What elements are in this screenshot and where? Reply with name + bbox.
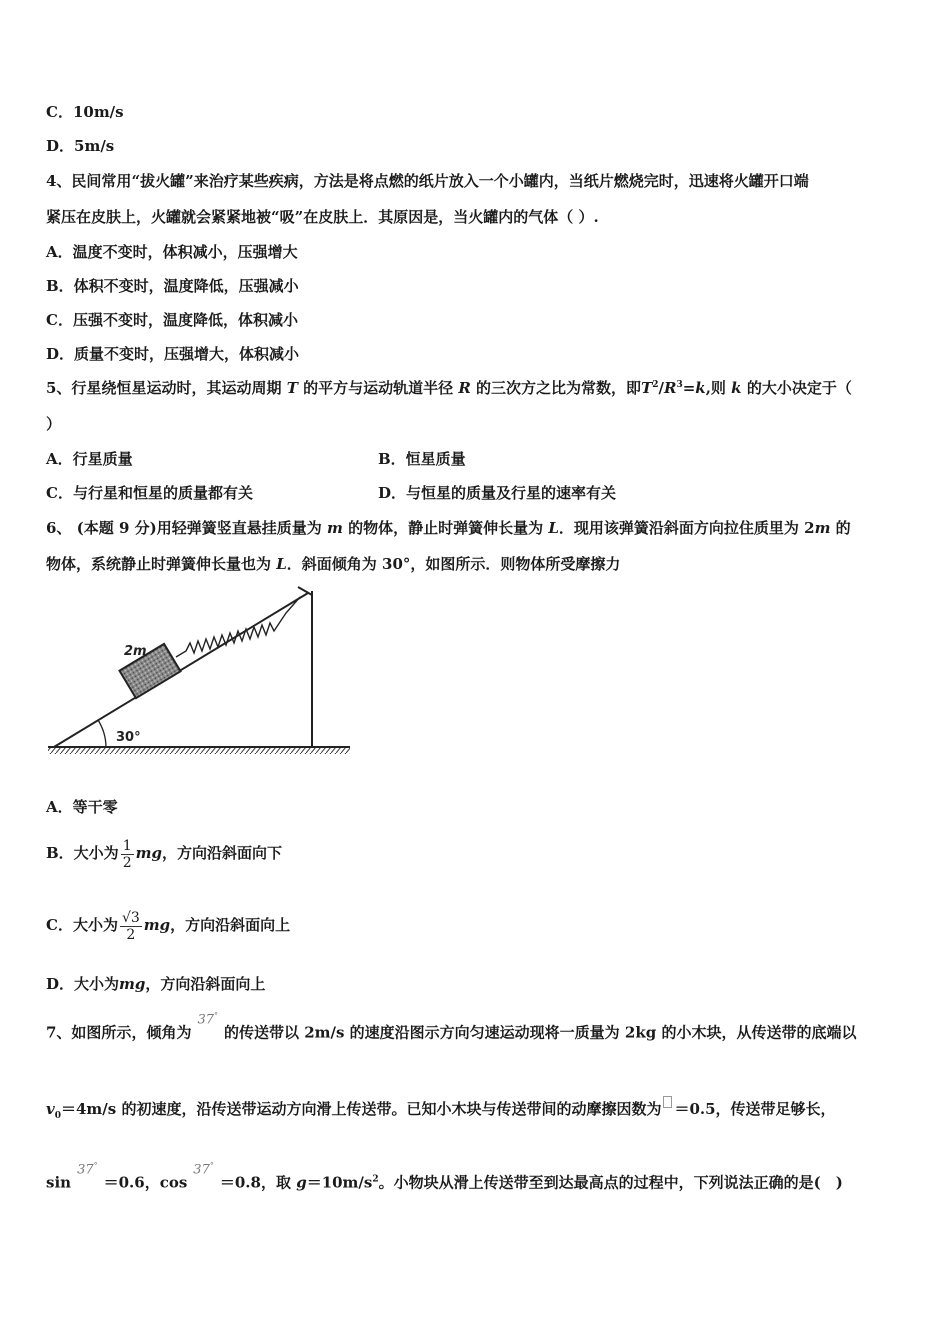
q5-stem-line1 bbox=[46, 378, 852, 398]
q6-text-2: 的物体，静止时弹簧伸长量为 bbox=[348, 519, 544, 537]
q5-text-3: 的三次方之比为常数，即 bbox=[476, 379, 642, 397]
q6-option-c-post: ，方向沿斜面向上 bbox=[170, 916, 291, 934]
q5-formula-T: T bbox=[641, 379, 653, 397]
q6-stem-line1 bbox=[46, 518, 851, 538]
angle-37-symbol bbox=[193, 1156, 214, 1180]
q6-text-4: 的 bbox=[835, 519, 851, 537]
q6-option-b bbox=[46, 834, 282, 872]
angle-arc bbox=[98, 720, 106, 747]
q7-l3-end: 。小物块从滑上传送带至到达最高点的过程中，下列说法正确的是( ) bbox=[378, 1173, 843, 1192]
angle-37-symbol bbox=[197, 1006, 218, 1030]
fraction-denominator: 2 bbox=[126, 926, 136, 943]
q6-var-L2: L bbox=[276, 555, 287, 573]
q5-var-k: k bbox=[731, 379, 742, 397]
q7-g-val: ＝10m/s bbox=[306, 1173, 373, 1192]
spring bbox=[176, 597, 300, 657]
fraction-one-half bbox=[121, 838, 134, 871]
q7-sin: sin bbox=[46, 1173, 72, 1192]
ground-hatch bbox=[48, 747, 350, 754]
q5-option-a: A．行星质量 bbox=[46, 450, 133, 468]
figure-mass-label: 2m bbox=[124, 644, 147, 659]
q7-stem-line1 bbox=[46, 1011, 857, 1044]
q3-option-c: C．10m/s bbox=[46, 103, 124, 121]
q5-formula-slash: / bbox=[658, 379, 664, 397]
degree-mark: ° bbox=[214, 1011, 218, 1020]
q7-v0: v bbox=[46, 1100, 55, 1118]
q6-option-d-mg: mg bbox=[119, 975, 146, 993]
q7-cos-val: ＝0.8，取 bbox=[219, 1173, 291, 1192]
q6-option-c bbox=[46, 898, 290, 952]
q5-formula-R: R bbox=[663, 379, 677, 397]
q5-var-R: R bbox=[458, 379, 471, 397]
q4-option-a: A．温度不变时，体积减小，压强增大 bbox=[46, 243, 298, 261]
q4-option-c: C．压强不变时，温度降低，体积减小 bbox=[46, 311, 298, 329]
q7-sin-val: ＝0.6，cos bbox=[103, 1173, 188, 1192]
incline-surface bbox=[54, 593, 308, 747]
q6-option-c-pre: C．大小为 bbox=[46, 916, 118, 934]
fraction-numerator: 1 bbox=[122, 837, 132, 854]
q5-stem-line2: ） bbox=[46, 415, 62, 433]
q6-option-d-pre: D．大小为 bbox=[46, 975, 120, 993]
q6-text-3: ．现用该弹簧沿斜面方向拉住质里为 2 bbox=[558, 519, 815, 537]
q6-l2-text-2: ．斜面倾角为 30°，如图所示．则物体所受摩擦力 bbox=[286, 555, 621, 573]
q6-option-d bbox=[46, 974, 265, 994]
q5-option-d: D．与恒星的质量及行星的速率有关 bbox=[378, 484, 617, 502]
angle-37-symbol bbox=[77, 1156, 98, 1180]
mu-placeholder-icon bbox=[663, 1096, 672, 1108]
q7-stem-line2 bbox=[46, 1096, 836, 1119]
q6-option-b-mg: mg bbox=[135, 844, 162, 862]
q5-formula-sup3: 3 bbox=[676, 380, 683, 390]
q3-option-d: D．5m/s bbox=[46, 137, 115, 155]
q5-formula-sup2: 2 bbox=[652, 380, 659, 390]
fraction-denominator: 2 bbox=[122, 854, 132, 871]
q7-l2-text-1: ＝4m/s 的初速度，沿传送带运动方向滑上传送带。已知小木块与传送带间的动摩擦因数为 bbox=[60, 1100, 662, 1118]
q4-option-b: B．体积不变时，温度降低，压强减小 bbox=[46, 277, 299, 295]
angle-value: 37 bbox=[77, 1162, 94, 1178]
q6-l2-text-1: 物体，系统静止时弹簧伸长量也为 bbox=[46, 555, 272, 573]
q7-stem-line3 bbox=[46, 1161, 843, 1194]
q5-text-5: 的大小决定于（ bbox=[746, 379, 852, 397]
q5-formula-eq: = bbox=[682, 379, 696, 397]
q6-option-a: A．等干零 bbox=[46, 798, 118, 816]
q7-v0-sub: 0 bbox=[54, 1111, 61, 1121]
q4-option-d: D．质量不变时，压强增大，体积减小 bbox=[46, 345, 300, 363]
incline-spring-figure bbox=[46, 585, 356, 765]
degree-mark: ° bbox=[209, 1161, 214, 1170]
q6-option-c-mg: mg bbox=[143, 916, 171, 934]
q6-var-m2: m bbox=[814, 519, 831, 537]
q6-option-b-pre: B．大小为 bbox=[46, 844, 119, 862]
q5-text-2: 的平方与运动轨道半径 bbox=[303, 379, 454, 397]
q6-stem-line2 bbox=[46, 554, 620, 574]
fraction-sqrt3-half bbox=[120, 910, 142, 943]
q4-stem-line2: 紧压在皮肤上，火罐就会紧紧地被“吸”在皮肤上．其原因是，当火罐内的气体（ ）. bbox=[46, 208, 599, 226]
q7-g-sup: 2 bbox=[372, 1174, 379, 1185]
angle-value: 37 bbox=[193, 1162, 210, 1178]
degree-mark: ° bbox=[93, 1161, 98, 1170]
q6-text-1: 6、 (本题 9 分)用轻弹簧竖直悬挂质量为 bbox=[46, 519, 322, 537]
q6-var-m: m bbox=[326, 519, 343, 537]
fraction-numerator: √3 bbox=[121, 909, 140, 926]
q4-stem-line1: 4、民间常用“拔火罐”来治疗某些疾病，方法是将点燃的纸片放入一个小罐内，当纸片燃烧完时，迅速将火罐开口端 bbox=[46, 172, 809, 190]
q6-option-b-post: ，方向沿斜面向下 bbox=[161, 844, 282, 862]
q7-g: g bbox=[296, 1173, 307, 1192]
q5-option-c: C．与行星和恒星的质量都有关 bbox=[46, 484, 253, 502]
figure-angle-label: 30° bbox=[116, 730, 141, 745]
q6-var-L: L bbox=[548, 519, 559, 537]
q7-text-1: 7、如图所示，倾角为 bbox=[46, 1023, 192, 1042]
q5-option-b: B．恒星质量 bbox=[378, 450, 466, 468]
q5-var-T: T bbox=[286, 379, 298, 397]
angle-value: 37 bbox=[197, 1012, 214, 1028]
q5-text-4: ,则 bbox=[705, 379, 726, 397]
q7-text-2: 的传送带以 2m/s 的速度沿图示方向匀速运动现将一质量为 2kg 的小木块，从传送带的底端以 bbox=[224, 1023, 857, 1042]
q5-formula-k: k bbox=[695, 379, 706, 397]
q5-text-1: 5、行星绕恒星运动时，其运动周期 bbox=[46, 379, 282, 397]
q7-l2-text-2: ＝0.5，传送带足够长， bbox=[674, 1100, 836, 1118]
q6-option-d-post: ，方向沿斜面向上 bbox=[145, 975, 266, 993]
